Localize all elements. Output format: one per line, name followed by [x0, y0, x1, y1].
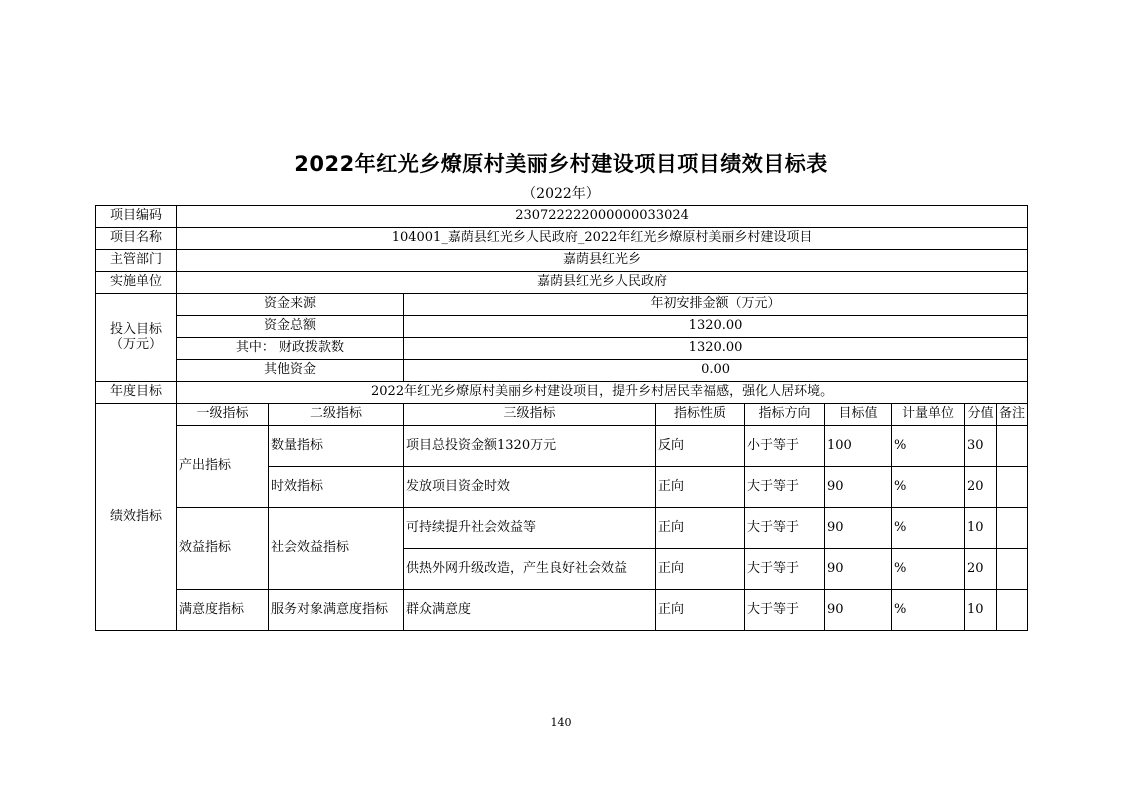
indicator-unit: % — [892, 508, 965, 549]
level2-service-satisfaction: 服务对象满意度指标 — [269, 590, 404, 631]
level1-satisfaction: 满意度指标 — [177, 590, 269, 631]
project-name-value: 104001_嘉荫县红光乡人民政府_2022年红光乡燎原村美丽乡村建设项目 — [177, 228, 1028, 250]
indicator-direction: 大于等于 — [745, 508, 825, 549]
investment-target-label: 投入目标（万元） — [96, 294, 177, 382]
project-name-label: 项目名称 — [96, 228, 177, 250]
table-row — [96, 338, 1028, 360]
performance-target-table — [95, 205, 1028, 631]
other-funds-label: 其他资金 — [177, 360, 404, 382]
indicator-unit: % — [892, 426, 965, 467]
level2-timeliness: 时效指标 — [269, 467, 404, 508]
indicator-score: 30 — [965, 426, 997, 467]
annual-target-label: 年度目标 — [96, 382, 177, 404]
table-row — [96, 590, 1028, 631]
header-level3: 三级指标 — [404, 404, 656, 426]
indicator-text: 群众满意度 — [404, 590, 656, 631]
table-row — [96, 250, 1028, 272]
table-row — [96, 508, 1028, 549]
indicator-note — [997, 549, 1028, 590]
annual-target-value: 2022年红光乡燎原村美丽乡村建设项目，提升乡村居民幸福感，强化人居环境。 — [177, 382, 1028, 404]
table-row — [96, 404, 1028, 426]
indicator-text: 可持续提升社会效益等 — [404, 508, 656, 549]
fiscal-allocation-value: 1320.00 — [404, 338, 1028, 360]
indicator-nature: 反向 — [656, 426, 745, 467]
indicator-nature: 正向 — [656, 508, 745, 549]
annual-amount-header: 年初安排金额（万元） — [404, 294, 1028, 316]
level1-benefit: 效益指标 — [177, 508, 269, 590]
performance-indicators-label: 绩效指标 — [96, 404, 177, 631]
indicator-nature: 正向 — [656, 467, 745, 508]
project-code-label: 项目编码 — [96, 206, 177, 228]
total-funds-label: 资金总额 — [177, 316, 404, 338]
table-row — [96, 294, 1028, 316]
level1-output: 产出指标 — [177, 426, 269, 508]
header-note: 备注 — [997, 404, 1028, 426]
header-unit: 计量单位 — [892, 404, 965, 426]
indicator-direction: 大于等于 — [745, 467, 825, 508]
indicator-nature: 正向 — [656, 590, 745, 631]
indicator-target: 90 — [825, 590, 892, 631]
implementing-unit-value: 嘉荫县红光乡人民政府 — [177, 272, 1028, 294]
indicator-target: 90 — [825, 549, 892, 590]
indicator-nature: 正向 — [656, 549, 745, 590]
indicator-text: 供热外网升级改造，产生良好社会效益 — [404, 549, 656, 590]
indicator-note — [997, 508, 1028, 549]
header-score: 分值 — [965, 404, 997, 426]
header-nature: 指标性质 — [656, 404, 745, 426]
indicator-text: 项目总投资金额1320万元 — [404, 426, 656, 467]
indicator-unit: % — [892, 467, 965, 508]
table-row — [96, 228, 1028, 250]
level2-quantity: 数量指标 — [269, 426, 404, 467]
table-row — [96, 206, 1028, 228]
header-direction: 指标方向 — [745, 404, 825, 426]
year-subtitle: （2022年） — [522, 186, 600, 202]
table-row — [96, 426, 1028, 467]
header-level1: 一级指标 — [177, 404, 269, 426]
indicator-target: 100 — [825, 426, 892, 467]
indicator-target: 90 — [825, 508, 892, 549]
indicator-unit: % — [892, 549, 965, 590]
department-label: 主管部门 — [96, 250, 177, 272]
indicator-score: 20 — [965, 467, 997, 508]
header-level2: 二级指标 — [269, 404, 404, 426]
indicator-direction: 大于等于 — [745, 590, 825, 631]
department-value: 嘉荫县红光乡 — [177, 250, 1028, 272]
table-row — [96, 360, 1028, 382]
page-title: 2022年红光乡燎原村美丽乡村建设项目项目绩效目标表 — [294, 152, 828, 176]
indicator-note — [997, 426, 1028, 467]
other-funds-value: 0.00 — [404, 360, 1028, 382]
table-row — [96, 272, 1028, 294]
indicator-direction: 大于等于 — [745, 549, 825, 590]
fiscal-allocation-label: 其中： 财政拨款数 — [177, 338, 404, 360]
indicator-note — [997, 467, 1028, 508]
indicator-score: 10 — [965, 508, 997, 549]
indicator-text: 发放项目资金时效 — [404, 467, 656, 508]
indicator-score: 20 — [965, 549, 997, 590]
project-code-value: 230722222000000033024 — [177, 206, 1028, 228]
implementing-unit-label: 实施单位 — [96, 272, 177, 294]
fund-source-header: 资金来源 — [177, 294, 404, 316]
indicator-score: 10 — [965, 590, 997, 631]
indicator-target: 90 — [825, 467, 892, 508]
indicator-unit: % — [892, 590, 965, 631]
header-target: 目标值 — [825, 404, 892, 426]
table-row — [96, 316, 1028, 338]
table-row — [96, 382, 1028, 404]
page-number: 140 — [550, 716, 572, 729]
total-funds-value: 1320.00 — [404, 316, 1028, 338]
indicator-direction: 小于等于 — [745, 426, 825, 467]
indicator-note — [997, 590, 1028, 631]
level2-social-benefit: 社会效益指标 — [269, 508, 404, 590]
